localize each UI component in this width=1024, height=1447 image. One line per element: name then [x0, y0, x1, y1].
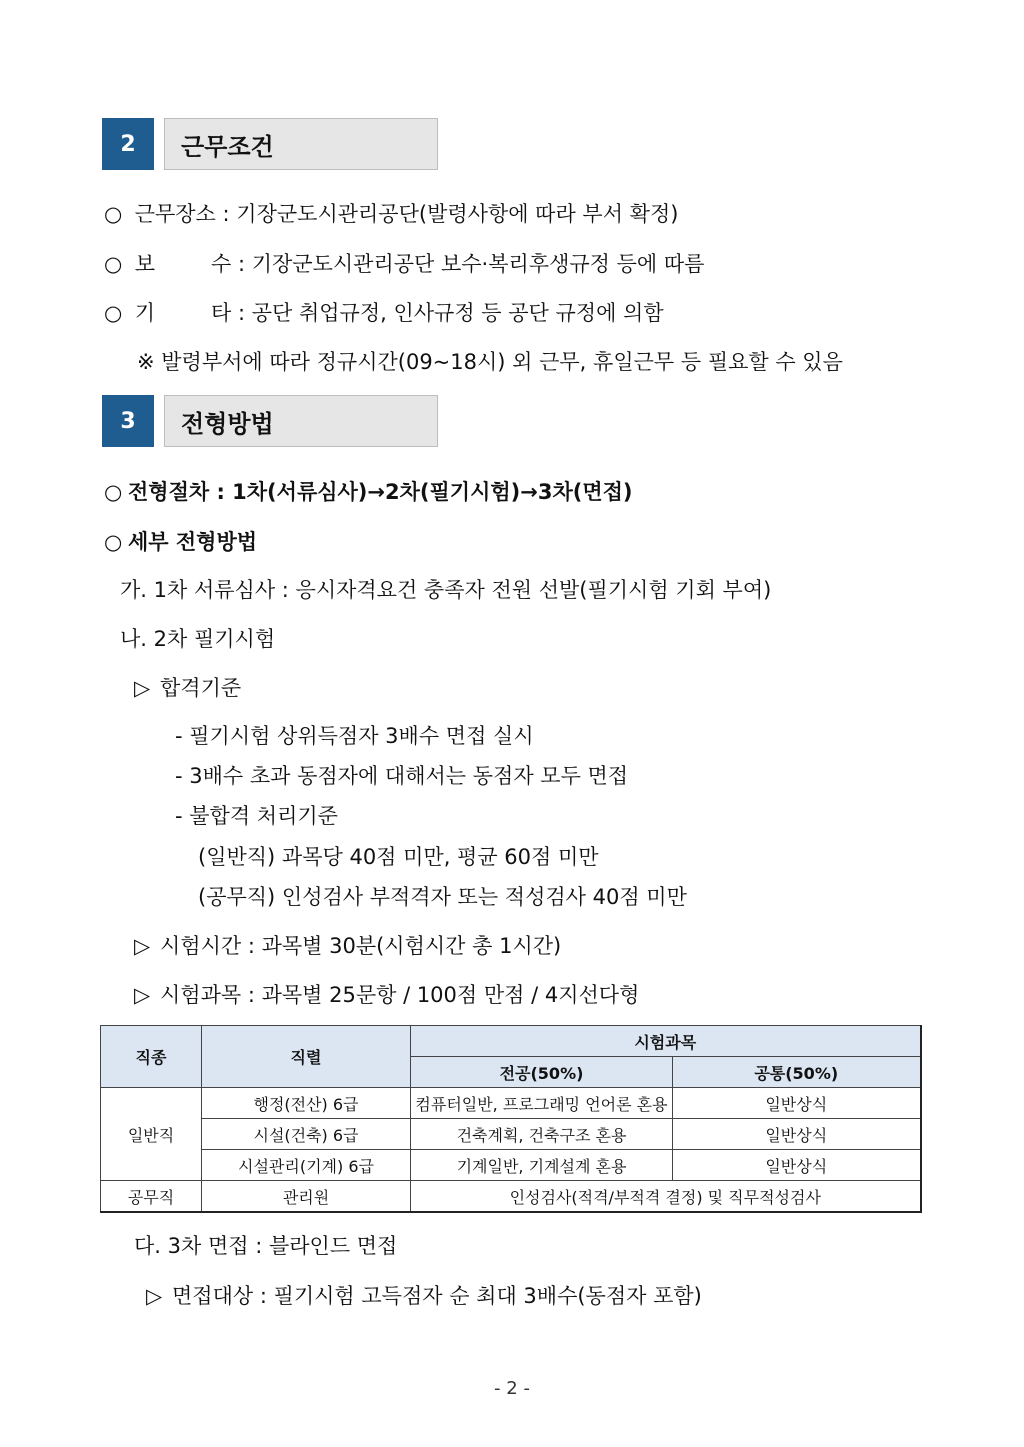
- bullet-circle: ○: [104, 202, 123, 226]
- section-2-header: [102, 118, 438, 170]
- bullet-circle: ○: [104, 301, 123, 325]
- cell-major: 기계일반, 기계설계 혼용: [411, 1150, 673, 1181]
- exam-subjects: ▷ 시험과목 : 과목별 25문항 / 100점 만점 / 4지선다형: [134, 980, 639, 1010]
- category-general: 일반직: [101, 1088, 202, 1181]
- section-3-header: [102, 395, 438, 447]
- cell-position: 행정(전산) 6급: [202, 1088, 411, 1119]
- table-row: [101, 1119, 921, 1150]
- section-number: 2: [102, 118, 154, 170]
- interview: ▷ 면접대상 : 필기시험 고득점자 순 최대 3배수(동점자 포함): [146, 1281, 702, 1311]
- header-category: 직종: [101, 1026, 202, 1088]
- condition-text: 공단 취업규정, 인사규정 등 공단 규정에 의함: [251, 301, 664, 325]
- fail-item: (일반직) 과목당 40점 미만, 평균 60점 미만: [198, 845, 599, 869]
- condition-text: 기장군도시관리공단 보수·복리후생규정 등에 따름: [251, 252, 705, 276]
- bullet-circle: ○: [104, 530, 123, 554]
- condition-label: 근무장소: [134, 202, 216, 226]
- exam-time: ▷ 시험시간 : 과목별 30분(시험시간 총 1시간): [134, 931, 561, 961]
- cell-common: 일반상식: [673, 1088, 921, 1119]
- section-title: 근무조건: [164, 118, 438, 170]
- section-title: 전형방법: [164, 395, 438, 447]
- table-header-row: [101, 1026, 921, 1057]
- category-public: 공무직: [101, 1181, 202, 1213]
- table-row: [101, 1150, 921, 1181]
- page-number: - 2 -: [494, 1378, 530, 1399]
- detail-heading: ○ 세부 전형방법: [104, 527, 257, 557]
- triangle-icon: ▷: [146, 1284, 163, 1308]
- condition-other: ○ 기 타 : 공단 취업규정, 인사규정 등 공단 규정에 의함: [104, 298, 664, 328]
- triangle-icon: ▷: [134, 676, 151, 700]
- stage-3: 다. 3차 면접 : 블라인드 면접: [134, 1234, 398, 1258]
- cell-position: 시설관리(기계) 6급: [202, 1150, 411, 1181]
- cell-subjects: 인성검사(적격/부적격 결정) 및 직무적성검사: [411, 1181, 921, 1213]
- stage-2: 나. 2차 필기시험: [120, 627, 276, 651]
- condition-text: 기장군도시관리공단(발령사항에 따라 부서 확정): [236, 202, 679, 226]
- cell-major: 건축계획, 건축구조 혼용: [411, 1119, 673, 1150]
- condition-label-b: 수: [210, 252, 232, 276]
- note: ※ 발령부서에 따라 정규시간(09~18시) 외 근무, 휴일근무 등 필요할 수 있음: [137, 350, 843, 374]
- table-row: [101, 1088, 921, 1119]
- header-major: 전공(50%): [411, 1057, 673, 1088]
- condition-salary: ○ 보 수 : 기장군도시관리공단 보수·복리후생규정 등에 따름: [104, 249, 704, 279]
- cell-position: 시설(건축) 6급: [202, 1119, 411, 1150]
- bullet-circle: ○: [104, 480, 123, 504]
- triangle-icon: ▷: [134, 983, 151, 1007]
- header-position: 직렬: [202, 1026, 411, 1088]
- exam-subjects-table: [100, 1025, 922, 1213]
- condition-label-a: 보: [134, 252, 155, 276]
- bullet-circle: ○: [104, 252, 123, 276]
- cell-major: 컴퓨터일반, 프로그래밍 언어론 혼용: [411, 1088, 673, 1119]
- header-subjects: 시험과목: [411, 1026, 921, 1057]
- table-row: [101, 1181, 921, 1213]
- fail-item: (공무직) 인성검사 부적격자 또는 적성검사 40점 미만: [198, 885, 687, 909]
- cell-position: 관리원: [202, 1181, 411, 1213]
- criteria-item: - 필기시험 상위득점자 3배수 면접 실시: [175, 724, 534, 748]
- procedure: ○ 전형절차 : 1차(서류심사)→2차(필기시험)→3차(면접): [104, 477, 633, 507]
- condition-label-a: 기: [134, 301, 155, 325]
- triangle-icon: ▷: [134, 934, 151, 958]
- section-number: 3: [102, 395, 154, 447]
- cell-common: 일반상식: [673, 1119, 921, 1150]
- stage-1: 가. 1차 서류심사 : 응시자격요건 충족자 전원 선발(필기시험 기회 부여): [120, 578, 772, 602]
- criteria-item: - 불합격 처리기준: [175, 804, 338, 828]
- header-common: 공통(50%): [673, 1057, 921, 1088]
- criteria-item: - 3배수 초과 동점자에 대해서는 동점자 모두 면접: [175, 764, 629, 788]
- condition-workplace: ○ 근무장소 : 기장군도시관리공단(발령사항에 따라 부서 확정): [104, 199, 678, 229]
- pass-criteria: ▷ 합격기준: [134, 673, 241, 703]
- cell-common: 일반상식: [673, 1150, 921, 1181]
- condition-label-b: 타: [210, 301, 232, 325]
